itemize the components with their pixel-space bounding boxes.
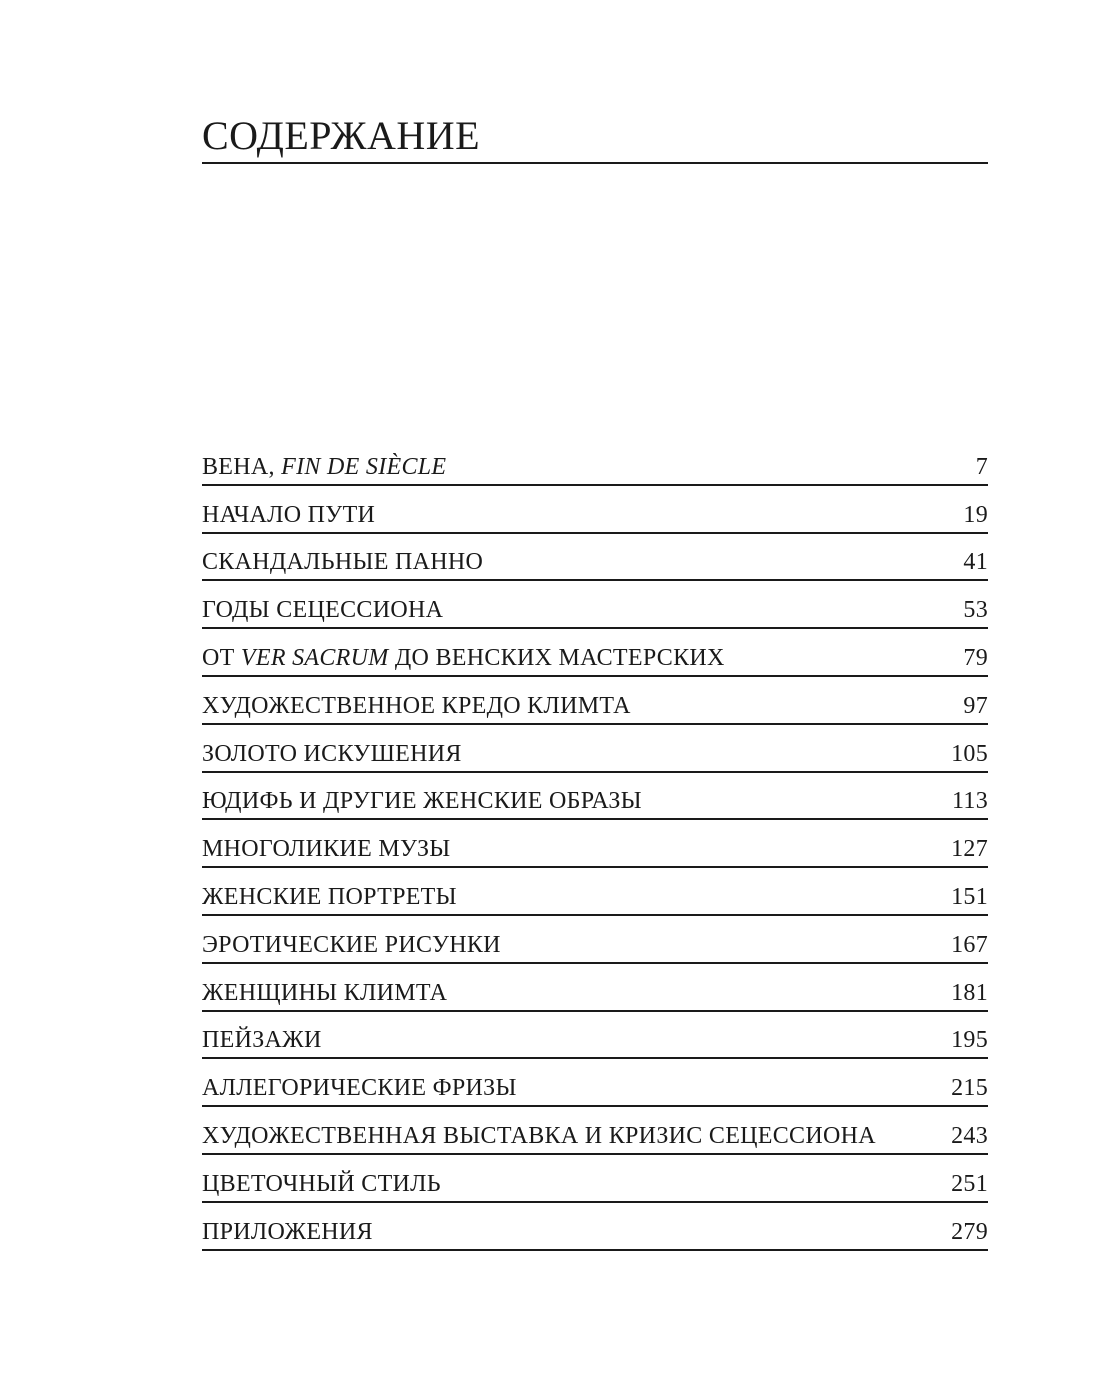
toc-entry[interactable] [202,822,988,868]
page-title: СОДЕРЖАНИЕ [202,112,988,164]
toc-entry-page-number: 7 [975,453,988,480]
toc-entry-title [202,596,443,624]
toc-entry[interactable] [202,583,988,629]
toc-entry-page-number: 151 [951,883,988,910]
toc-entry-title [202,979,447,1007]
toc-entry-title [202,835,451,863]
toc-entry-page-number: 79 [963,644,988,671]
toc-entry[interactable] [202,1061,988,1107]
toc-entry-title-text: МНОГОЛИКИЕ МУЗЫ [202,836,451,863]
toc-entry[interactable] [202,918,988,964]
toc-entry-title-text: ЖЕНЩИНЫ КЛИМТА [202,979,448,1006]
toc-entry[interactable] [202,966,988,1012]
toc-entry-title [202,1170,441,1198]
toc-entry-page-number: 195 [951,1027,988,1054]
toc-entry-title [202,692,631,720]
toc-entry-title [202,931,501,959]
toc-entry-page-number: 127 [951,836,988,863]
toc-entry-title-text: ЭРОТИЧЕСКИЕ РИСУНКИ [202,931,501,958]
toc-entry-page-number: 215 [951,1075,988,1102]
toc-entry-page-number: 105 [951,740,988,767]
toc-entry[interactable] [202,1109,988,1155]
toc-entry-title [202,883,457,911]
toc-entry[interactable] [202,870,988,916]
toc-entry-page-number: 167 [951,931,988,958]
toc-entry-title [202,1218,373,1246]
toc-entry-title [202,548,483,576]
toc-entry-title-text: ХУДОЖЕСТВЕННОЕ КРЕДО КЛИМТА [202,692,631,719]
toc-entry-title-text: НАЧАЛО ПУТИ [202,501,376,528]
toc-entry-title-text: ЦВЕТОЧНЫЙ СТИЛЬ [202,1170,441,1197]
toc-entry-title-italic: FIN DE SIÈCLE [281,453,447,480]
toc-entry-page-number: 113 [951,788,988,815]
toc-entry-title-text: СКАНДАЛЬНЫЕ ПАННО [202,549,484,576]
toc-entry-title-text: ОТ [202,644,241,671]
toc-entry-title-text: ПРИЛОЖЕНИЯ [202,1218,373,1245]
toc-entry-page-number: 19 [963,501,988,528]
toc-entry-page-number: 53 [963,597,988,624]
toc-entry-title-text: ВЕНА, [202,453,282,480]
toc-entry-page-number: 243 [951,1122,988,1149]
toc-entry-page-number: 251 [951,1170,988,1197]
toc-entry[interactable] [202,631,988,677]
toc-entry-title [202,501,375,529]
toc-entry-page-number: 97 [963,692,988,719]
toc-entry[interactable] [202,679,988,725]
toc-entry-title [202,644,725,672]
toc-entry-title [202,787,642,815]
toc-entry-title-text: ПЕЙЗАЖИ [202,1027,322,1054]
toc-entry[interactable] [202,775,988,821]
toc-entry[interactable] [202,536,988,582]
toc-entry[interactable] [202,1157,988,1203]
toc-entry[interactable] [202,440,988,486]
toc-entry-title [202,1026,322,1054]
table-of-contents [202,440,988,1253]
toc-entry-title [202,740,462,768]
toc-entry-title-italic: VER SACRUM [240,644,389,671]
toc-entry-page-number: 279 [951,1218,988,1245]
toc-entry-title-text: ЗОЛОТО ИСКУШЕНИЯ [202,740,462,767]
toc-entry[interactable] [202,488,988,534]
toc-entry-title [202,1122,876,1150]
toc-entry[interactable] [202,1014,988,1060]
toc-entry[interactable] [202,1205,988,1251]
toc-entry-page-number: 41 [963,549,988,576]
toc-entry[interactable] [202,727,988,773]
toc-entry-title-text: ЮДИФЬ И ДРУГИЕ ЖЕНСКИЕ ОБРАЗЫ [202,788,642,815]
toc-entry-title [202,453,446,481]
toc-entry-title-text: АЛЛЕГОРИЧЕСКИЕ ФРИЗЫ [202,1075,517,1102]
toc-entry-title-text: ХУДОЖЕСТВЕННАЯ ВЫСТАВКА И КРИЗИС СЕЦЕССИОНА [202,1122,876,1149]
toc-entry-title [202,1074,517,1102]
toc-entry-page-number: 181 [951,979,988,1006]
toc-entry-title-text: ЖЕНСКИЕ ПОРТРЕТЫ [202,883,457,910]
toc-entry-title-suffix: ДО ВЕНСКИХ МАСТЕРСКИХ [388,644,725,671]
toc-entry-title-text: ГОДЫ СЕЦЕССИОНА [202,597,444,624]
